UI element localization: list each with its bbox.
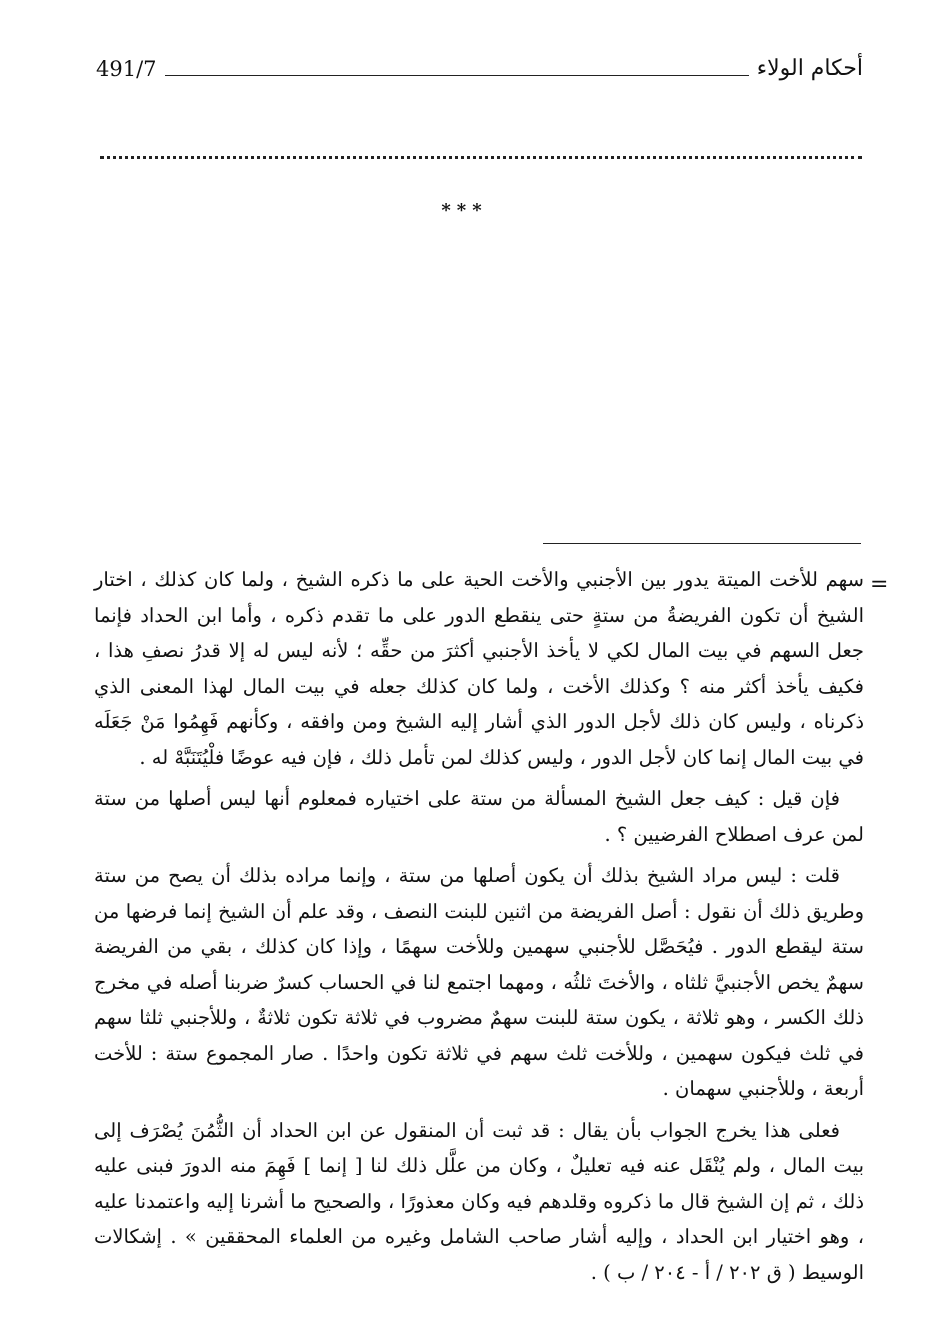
footnote-paragraph: فعلى هذا يخرج الجواب بأن يقال : قد ثبت أن المنقول عن ابن الحداد أن الثُّمُنَ يُصْرَف إلى بيت المال ، ولم يُنْقَل عنه فيه تعليلٌ ، وكان من علَّل ذلك لنا [ إنما ] فَهِمَ منه الدورَ فبنى عليه ذلك ، ثم إن الشيخ قال ما ذكروه وقلدهم فيه وكان معذورًا ، والصحيح ما أشرنا إليه واعتمدنا عليه ، وهو اختيار ابن الحداد ، وإليه أشار صاحب الشامل وغيره من العلماء المحققين » . إشكالات الوسيط ( ق ٢٠٢ / أ - ٢٠٤ / ب ) . [94, 1118, 864, 1284]
footnote-text [94, 562, 864, 1296]
footnote-paragraph: قلت : ليس مراد الشيخ بذلك أن يكون أصلها من ستة ، وإنما مراده بذلك أن يصح من ستة وطريق ذلك أن نقول : أصل الفريضة من اثنين للبنت النصف ، وقد علم أن الشيخ إنما فرضها من ستة ليقطع الدور . فيُحَصَّل للأجنبي سهمين وللأخت سهمًا ، وإذا كان كذلك ، بقي من الفريضة سهمٌ يخص الأجنبيَّ ثلثاه ، والأختَ ثلثُه ، ومهما اجتمع لنا في الحساب كسرٌ ضربنا أصله في مخرج ذلك الكسر ، وهو ثلاثة ، يكون ستة للبنت سهمٌ مضروب في ثلاثة تكون ثلاثةٌ ، وللأجنبي ثلثا سهم في ثلث فيكون سهمين ، وللأخت ثلث سهم في ثلاثة تكون واحدًا . صار المجموع ستة : للأخت أربعة ، وللأجنبي سهمان . [94, 864, 864, 1100]
footnote-paragraph: سهم للأخت الميتة يدور بين الأجنبي والأخت الحية على ما ذكره الشيخ ، ولما كان كذلك ، اختار الشيخ أن تكون الفريضةُ من ستةٍ حتى ينقطع الدور على ما تقدم ذكره ، وأما ابن الحداد فإنما جعل السهم في بيت المال لكي لا يأخذ الأجنبي أكثرَ من حقِّه ؛ لأنه ليس له إلا قدرُ نصفِ هذا ، فكيف يأخذ أكثر منه ؟ وكذلك الأخت ، ولما كان كذلك جعله في بيت المال لهذا المعنى الذي ذكرناه ، وليس كان ذلك لأجل الدور الذي أشار إليه الشيخ ومن وافقه ، وكأنهم فَهِمُوا مَنْ جَعَلَه في بيت المال إنما كان لأجل الدور ، وليس كذلك لمن تأمل ذلك ، فإن فيه عوضًا فلْيُتَنَبَّهْ له . [94, 568, 864, 769]
page-header [96, 52, 863, 86]
section-separator: *** [441, 200, 488, 221]
footnote-continuation-mark: = [870, 572, 889, 597]
header-rule [165, 75, 749, 76]
footnote-paragraph: فإن قيل : كيف جعل الشيخ المسألة من ستة على اختياره فمعلوم أنها ليس أصلها من ستة لمن عرف اصطلاح الفرضيين ؟ . [94, 787, 864, 846]
footnote-rule [543, 543, 861, 544]
dotted-divider [100, 144, 862, 159]
page-number: 491/7 [96, 57, 157, 81]
running-title: أحكام الولاء [756, 56, 863, 81]
